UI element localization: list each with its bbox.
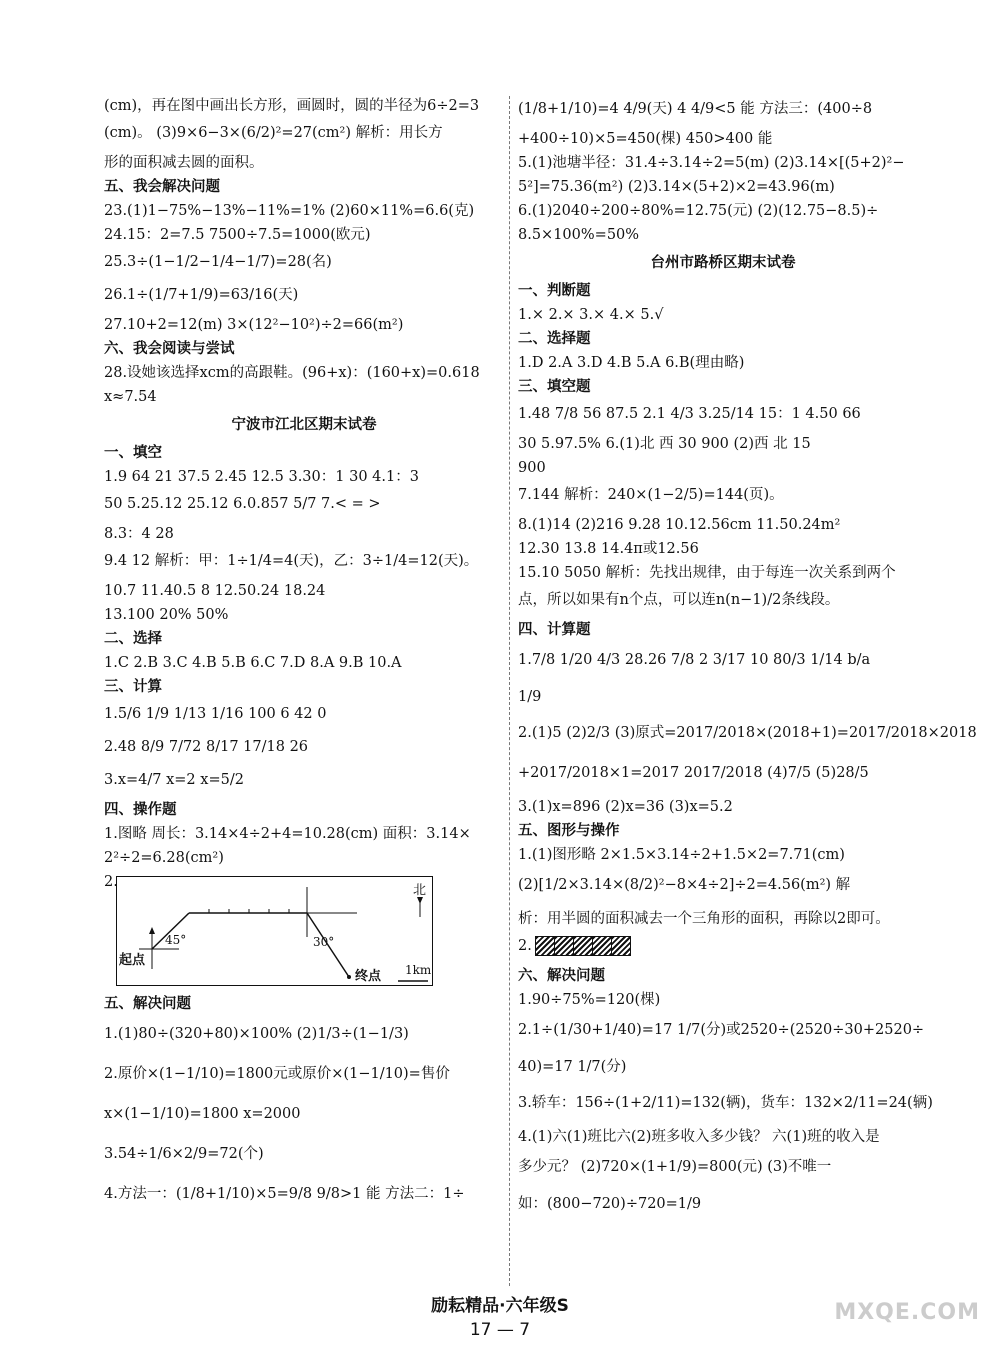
answer-line: 1/9 [518,689,542,705]
answer-line: 7.144 解析：240×(1−2/5)=144(页)。 [518,487,784,503]
map-figure [104,872,504,994]
map-scale-label: 1km [405,963,432,977]
answer-line: 1.7/8 1/20 4/3 28.26 7/8 2 3/17 10 80/3 1/14 b/a [518,652,871,668]
section-heading: 三、计算 [104,679,162,695]
answer-line: 27.10+2=12(m) 3×(12²−10²)÷2=66(m²) [104,317,404,333]
answer-line: 1.9 64 21 37.5 2.45 12.5 3.30：1 30 4.1：3 [104,469,419,485]
map-angle-45: 45° [165,933,187,947]
answer-line: 2.原价×(1−1/10)=1800元或原价×(1−1/10)=售价 [104,1066,450,1082]
right-column [518,96,977,1224]
answer-line: 8.3：4 28 [104,526,174,542]
answer-line: 1.C 2.B 3.C 4.B 5.B 6.C 7.D 8.A 9.B 10.A [104,655,402,671]
map-angle-30: 30° [313,935,335,949]
answer-line: 24.15：2=7.5 7500÷7.5=1000(欧元) [104,227,371,243]
answer-line: 6.(1)2040÷200÷80%=12.75(元) (2)(12.75−8.5)÷ [518,203,879,219]
answer-line: 50 5.25.12 25.12 6.0.857 5/7 7.< = > [104,496,381,512]
answer-line: 5²]=75.36(m²) (2)3.14×(5+2)×2=43.96(m) [518,179,835,195]
shaded-grid [536,936,631,956]
footer-brand: 励耘精品·六年级S [431,1296,569,1316]
answer-line: 12.30 13.8 14.4π或12.56 [518,541,699,557]
answer-line: +400÷10)×5=450(棵) 450>400 能 [518,131,773,147]
grid-cell-shaded [554,936,574,956]
answer-line: 15.10 5050 解析：先找出规律，由于每连一次关系到两个 [518,565,896,581]
answer-line: 2.(1)5 (2)2/3 (3)原式=2017/2018×(2018+1)=2017/2018×2018 [518,725,977,741]
answer-line: 4.方法一：(1/8+1/10)×5=9/8 9/8>1 能 方法二：1÷ [104,1186,465,1202]
answer-line: 2.1÷(1/30+1/40)=17 1/7(分)或2520÷(2520÷30+2520÷ [518,1022,925,1038]
text-line: (cm)，再在图中画出长方形，画圆时，圆的半径为6÷2=3 [104,98,480,114]
section-heading: 六、解决问题 [518,968,605,984]
answer-line: 1.5/6 1/9 1/13 1/16 100 6 42 0 [104,706,327,722]
section-heading: 三、填空题 [518,379,591,395]
answer-line: 5.(1)池塘半径：31.4÷3.14÷2=5(m) (2)3.14×[(5+2)²− [518,155,905,171]
answer-line: 1.(1)图形略 2×1.5×3.14÷2+1.5×2=7.71(cm) [518,847,845,863]
answer-line: (2)[1/2×3.14×(8/2)²−8×4÷2]÷2=4.56(m²) 解 [518,877,851,893]
section-heading: 一、判断题 [518,283,591,299]
answer-line: 1.90÷75%=120(棵) [518,992,661,1008]
answer-line: 3.(1)x=896 (2)x=36 (3)x=5.2 [518,799,733,815]
answer-line: 1.× 2.× 3.× 4.× 5.√ [518,307,664,323]
answer-line: 8.5×100%=50% [518,227,640,243]
answer-line: 点，所以如果有n个点，可以连n(n−1)/2条线段。 [518,592,840,608]
section-heading: 五、我会解决问题 [104,179,220,195]
map-start-label: 起点 [119,953,146,968]
answer-line: 4.(1)六(1)班比六(2)班多收入多少钱？ 六(1)班的收入是 [518,1129,880,1145]
grid-figure [518,933,928,959]
answer-line: 1.(1)80÷(320+80)×100% (2)1/3÷(1−1/3) [104,1026,409,1042]
grid-cell-shaded [592,936,612,956]
figure-number: 2. [104,874,118,890]
map-end-label: 终点 [355,969,382,984]
exam-title: 台州市路桥区期末试卷 [650,255,796,271]
exam-title: 宁波市江北区期末试卷 [231,417,377,433]
answer-line: 析：用半圆的面积减去一个三角形的面积，再除以2即可。 [518,911,890,927]
text-line: 形的面积减去圆的面积。 [104,155,264,171]
map-north-label: 北 [412,883,426,898]
answer-line: 1.图略 周长：3.14×4÷2+4=10.28(cm) 面积：3.14× [104,826,471,842]
answer-line: 26.1÷(1/7+1/9)=63/16(天) [104,287,299,303]
answer-line: 3.x=4/7 x=2 x=5/2 [104,772,244,788]
answer-line: 多少元？ (2)720×(1+1/9)=800(元) (3)不唯一 [518,1159,832,1175]
grid-cell-shaded [535,936,555,956]
grid-cell-shaded [573,936,593,956]
answer-line: 3.54÷1/6×2/9=72(个) [104,1146,264,1162]
grid-cell-shaded [611,936,631,956]
answer-line: 1.D 2.A 3.D 4.B 5.A 6.B(理由略) [518,355,745,371]
section-heading: 五、解决问题 [104,996,191,1012]
answer-line: 30 5.97.5% 6.(1)北 西 30 900 (2)西 北 15 [518,436,811,452]
answer-line: 13.100 20% 50% [104,607,229,623]
page-number: 17 — 7 [469,1320,531,1340]
answer-line: x≈7.54 [104,389,157,405]
answer-line: 3.轿车：156÷(1+2/11)=132(辆)，货车：132×2/11=24(辆) [518,1095,933,1111]
answer-line: 10.7 11.40.5 8 12.50.24 18.24 [104,583,326,599]
answer-line: 23.(1)1−75%−13%−11%=1% (2)60×11%=6.6(克) [104,203,475,219]
answer-line: +2017/2018×1=2017 2017/2018 (4)7/5 (5)28/5 [518,765,869,781]
route-map [116,876,433,986]
section-heading: 六、我会阅读与尝试 [104,341,235,357]
left-column [104,96,504,1218]
text-line: (cm)。 (3)9×6−3×(6/2)²=27(cm²) 解析：用长方 [104,125,443,141]
answer-line: 如：(800−720)÷720=1/9 [518,1196,702,1212]
section-heading: 一、填空 [104,445,162,461]
answer-line: 40)=17 1/7(分) [518,1059,627,1075]
section-heading: 二、选择题 [518,331,591,347]
answer-line: 28.设她该选择xcm的高跟鞋。(96+x)：(160+x)=0.618 [104,365,480,381]
answer-line: x×(1−1/10)=1800 x=2000 [104,1106,301,1122]
answer-line: 900 [518,460,546,476]
section-heading: 四、操作题 [104,802,177,818]
answer-line: (1/8+1/10)=4 4/9(天) 4 4/9<5 能 方法三：(400÷8 [518,101,873,117]
route-map-drawing [117,877,432,985]
answer-line: 2²÷2=6.28(cm²) [104,850,224,866]
answer-line: 9.4 12 解析：甲：1÷1/4=4(天)，乙：3÷1/4=12(天)。 [104,553,479,569]
section-heading: 四、计算题 [518,622,591,638]
column-divider [509,96,510,1286]
section-heading: 五、图形与操作 [518,823,620,839]
answer-line: 2.48 8/9 7/72 8/17 17/18 26 [104,739,309,755]
section-heading: 二、选择 [104,631,162,647]
watermark: MXQE.COM [834,1300,980,1325]
answer-line: 25.3÷(1−1/2−1/4−1/7)=28(名) [104,254,332,270]
answer-line: 1.48 7/8 56 87.5 2.1 4/3 3.25/14 15：1 4.50 66 [518,406,861,422]
answer-line: 8.(1)14 (2)216 9.28 10.12.56cm 11.50.24m² [518,517,841,533]
figure-number: 2. [518,938,532,954]
